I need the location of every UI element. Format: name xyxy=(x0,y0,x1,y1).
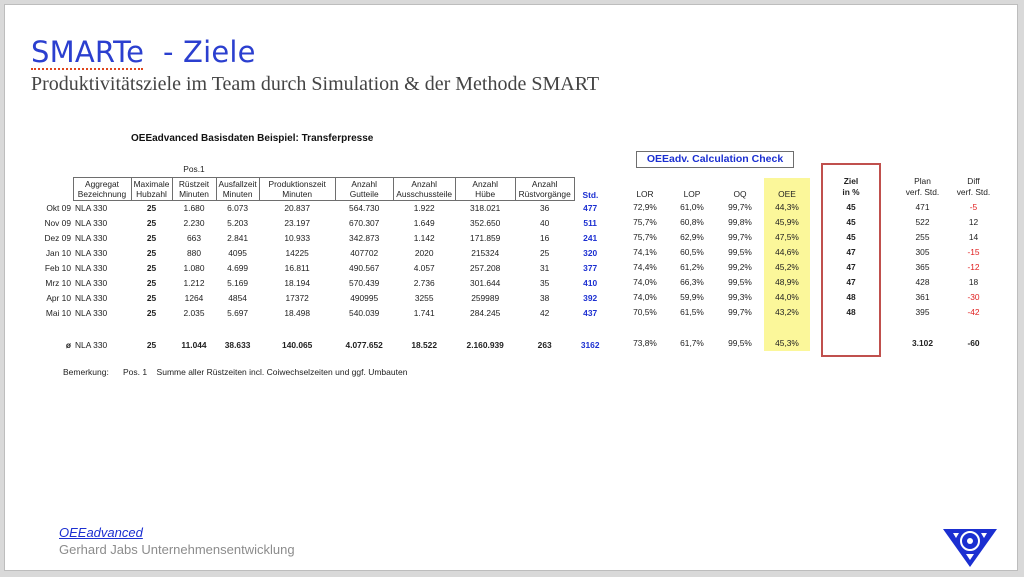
calc-cell: 99,7% xyxy=(728,307,752,317)
ausfall-cell: 4.699 xyxy=(227,263,249,273)
aggregat-cell: NLA 330 xyxy=(75,233,108,243)
hub-cell: 25 xyxy=(146,308,157,318)
table-row xyxy=(41,231,606,246)
plan-value: 305 xyxy=(915,247,930,257)
ausfall-cell: 5.169 xyxy=(227,278,249,288)
plan-total: 3.102 xyxy=(912,338,933,348)
calc-cell: 75,7% xyxy=(633,217,657,227)
ausfall-cell: 5.203 xyxy=(227,218,249,228)
column-header xyxy=(335,178,393,201)
rv-cell: 36 xyxy=(540,203,550,213)
table-row xyxy=(41,201,606,217)
spacer-row xyxy=(897,320,999,336)
plan-row xyxy=(897,260,999,275)
rv-cell: 38 xyxy=(540,293,550,303)
plan-header-line-2: verf. Std. xyxy=(956,187,991,197)
calc-cell: 73,8% xyxy=(633,338,657,348)
average-row xyxy=(41,337,606,354)
plan-header xyxy=(948,174,999,200)
plan-value: 428 xyxy=(915,277,930,287)
ziel-header-line-1: Ziel xyxy=(843,176,859,186)
rv-cell: 263 xyxy=(537,340,552,350)
calc-header: LOR xyxy=(636,189,654,199)
calc-row xyxy=(622,245,810,260)
plan-header-line-2: verf. Std. xyxy=(905,187,940,197)
ausfall-cell: 4854 xyxy=(228,293,247,303)
month-cell: Jan 10 xyxy=(45,248,71,258)
hub-cell: 25 xyxy=(146,278,157,288)
gut-cell: 570.439 xyxy=(349,278,380,288)
table-body xyxy=(41,201,606,355)
aggregat-cell: NLA 330 xyxy=(75,308,108,318)
footer-brand-link[interactable]: OEEadvanced xyxy=(59,525,143,540)
ruest-cell: 1.212 xyxy=(183,278,205,288)
ziel-value: 45 xyxy=(846,232,856,242)
calc-cell: 99,8% xyxy=(728,217,752,227)
month-cell: Okt 09 xyxy=(46,202,71,213)
ziel-value: 45 xyxy=(846,217,856,227)
rv-cell: 35 xyxy=(540,278,550,288)
plan-value: 361 xyxy=(915,292,930,302)
diff-value: -30 xyxy=(967,292,980,302)
calc-cell: 99,2% xyxy=(728,262,752,272)
month-cell: Mrz 10 xyxy=(45,278,71,288)
calc-cell: 44,3% xyxy=(764,200,810,215)
calc-row xyxy=(622,275,810,290)
header-line-1: Aggregat xyxy=(85,179,119,189)
calc-cell: 61,5% xyxy=(680,307,704,317)
plan-value: 255 xyxy=(915,232,930,242)
header-line-2: Minuten xyxy=(222,189,253,199)
ruest-cell: 11.044 xyxy=(181,340,207,350)
calc-row xyxy=(622,215,810,230)
calc-header: LOP xyxy=(683,189,701,199)
header-line-2: Bezeichnung xyxy=(77,189,127,199)
month-cell: Mai 10 xyxy=(45,308,71,318)
gut-cell: 342.873 xyxy=(349,233,380,243)
calc-row xyxy=(622,305,810,320)
table-row xyxy=(41,261,606,276)
diff-value: -5 xyxy=(969,202,978,212)
calc-cell: 62,9% xyxy=(680,232,704,242)
slide-title: SMARTe - Ziele xyxy=(31,35,256,69)
calc-header: OEE xyxy=(764,178,810,200)
std-cell: 410 xyxy=(583,278,598,288)
diff-value: 12 xyxy=(968,217,979,227)
aggregat-cell: NLA 330 xyxy=(75,263,108,273)
header-line-1: Maximale xyxy=(133,179,170,189)
column-header xyxy=(515,178,574,201)
aus-cell: 4.057 xyxy=(413,263,435,273)
ruest-cell: 1264 xyxy=(184,293,204,303)
std-cell: 392 xyxy=(583,293,598,303)
aggregat-cell: NLA 330 xyxy=(75,248,108,258)
calc-row xyxy=(622,290,810,305)
calc-cell: 99,5% xyxy=(728,247,752,257)
ausfall-cell: 2.841 xyxy=(227,233,249,243)
calc-cell: 44,0% xyxy=(764,290,810,305)
aggregat-cell: NLA 330 xyxy=(75,218,108,228)
rv-cell: 16 xyxy=(540,233,550,243)
aus-cell: 1.649 xyxy=(413,218,435,228)
calc-cell: 99,7% xyxy=(728,202,752,212)
calc-check-table xyxy=(622,178,810,351)
calc-cell: 44,6% xyxy=(764,245,810,260)
std-cell: 241 xyxy=(583,233,598,243)
calc-cell: 75,7% xyxy=(633,232,657,242)
month-cell: Nov 09 xyxy=(44,218,71,228)
aus-cell: 2020 xyxy=(414,248,434,258)
header-row xyxy=(41,178,606,201)
plan-value: 522 xyxy=(915,217,930,227)
hub-cell: 25 xyxy=(146,203,157,213)
diff-value: 18 xyxy=(968,277,979,287)
std-cell: 320 xyxy=(583,248,598,258)
table-row xyxy=(41,306,606,321)
ruest-cell: 2.230 xyxy=(183,218,205,228)
diff-value: -15 xyxy=(967,247,980,257)
hub-cell: 25 xyxy=(146,233,157,243)
aus-cell: 3255 xyxy=(414,293,434,303)
huebe-cell: 284.245 xyxy=(470,308,501,318)
table-row xyxy=(41,276,606,291)
std-cell: 511 xyxy=(583,218,597,228)
aggregat-cell: NLA 330 xyxy=(75,340,108,350)
header-line-1: Anzahl xyxy=(472,179,498,189)
table-row xyxy=(41,246,606,261)
aggregat-cell: NLA 330 xyxy=(75,278,108,288)
column-header xyxy=(393,178,455,201)
month-cell: Dez 09 xyxy=(44,233,71,243)
calc-cell: 61,0% xyxy=(680,202,704,212)
ausfall-cell: 4095 xyxy=(228,248,247,258)
diff-total: -60 xyxy=(967,338,980,348)
footer-company-name: Gerhard Jabs Unternehmensentwicklung xyxy=(59,542,295,557)
calc-cell: 66,3% xyxy=(680,277,704,287)
month-cell: ø xyxy=(65,340,71,350)
plan-value: 395 xyxy=(915,307,930,317)
ausfall-cell: 6.073 xyxy=(227,203,249,213)
month-cell: Feb 10 xyxy=(44,263,71,273)
ziel-highlight-frame xyxy=(821,163,881,357)
calc-cell: 45,3% xyxy=(764,336,810,351)
header-line-1: Rüstzeit xyxy=(178,179,210,189)
hub-cell: 25 xyxy=(146,340,157,350)
std-cell: 377 xyxy=(583,263,598,273)
calc-cell: 60,8% xyxy=(680,217,704,227)
huebe-cell: 257.208 xyxy=(470,263,501,273)
calc-cell: 99,5% xyxy=(728,338,752,348)
column-header xyxy=(259,178,335,201)
prod-cell: 140.065 xyxy=(282,340,313,350)
huebe-cell: 318.021 xyxy=(470,203,501,213)
aus-cell: 1.741 xyxy=(413,308,435,318)
std-cell: 437 xyxy=(583,308,598,318)
gut-cell: 407702 xyxy=(350,248,379,258)
rv-cell: 25 xyxy=(540,248,550,258)
header-line-1: Ausfallzeit xyxy=(218,179,257,189)
table-row xyxy=(41,291,606,306)
calc-cell: 74,4% xyxy=(633,262,657,272)
plan-row xyxy=(897,245,999,260)
calc-cell: 45,2% xyxy=(764,260,810,275)
plan-value: 471 xyxy=(915,202,930,212)
prod-cell: 18.498 xyxy=(284,308,310,318)
slide xyxy=(4,4,1018,571)
calc-cell: 99,7% xyxy=(728,232,752,242)
ziel-value: 48 xyxy=(846,292,856,302)
ausfall-cell: 5.697 xyxy=(227,308,249,318)
gut-cell: 540.039 xyxy=(349,308,380,318)
slide-subtitle: Produktivitätsziele im Team durch Simulation & der Methode SMART xyxy=(31,73,600,95)
calc-cell: 48,9% xyxy=(764,275,810,290)
header-line-2: Rüstvorgänge xyxy=(518,189,571,199)
column-header xyxy=(73,178,131,201)
gut-cell: 564.730 xyxy=(349,203,380,213)
column-header xyxy=(172,178,216,201)
gut-cell: 670.307 xyxy=(349,218,380,228)
aggregat-cell: NLA 330 xyxy=(75,203,108,213)
calc-check-title: OEEadv. Calculation Check xyxy=(636,151,794,168)
column-header xyxy=(216,178,259,201)
plan-diff-table xyxy=(897,174,999,351)
spacer-row xyxy=(622,320,810,336)
pos-row xyxy=(41,162,606,178)
calc-body xyxy=(622,178,810,351)
gut-cell: 490.567 xyxy=(349,263,380,273)
prod-cell: 10.933 xyxy=(284,233,310,243)
prod-cell: 23.197 xyxy=(284,218,310,228)
company-logo-icon xyxy=(939,525,1001,569)
plan-header-line-1: Diff xyxy=(967,176,980,186)
table-caption: OEEadvanced Basisdaten Beispiel: Transferpresse xyxy=(131,133,374,144)
hub-cell: 25 xyxy=(146,293,157,303)
ziel-value: 47 xyxy=(846,247,856,257)
plan-row xyxy=(897,215,999,230)
calc-cell: 99,5% xyxy=(728,277,752,287)
calc-cell: 59,9% xyxy=(680,292,704,302)
header-line-2: Hübe xyxy=(475,189,496,199)
calc-cell: 99,3% xyxy=(728,292,752,302)
plan-row xyxy=(897,290,999,305)
hub-cell: 25 xyxy=(146,218,157,228)
hub-cell: 25 xyxy=(146,263,157,273)
plan-row xyxy=(897,230,999,245)
ausfall-cell: 38.633 xyxy=(224,340,251,350)
plan-value: 365 xyxy=(915,262,930,272)
std-cell: 3162 xyxy=(580,340,600,350)
calc-cell: 61,2% xyxy=(680,262,704,272)
rv-cell: 42 xyxy=(540,308,550,318)
calc-row xyxy=(622,230,810,245)
gut-cell: 4.077.652 xyxy=(345,340,383,350)
aus-cell: 1.142 xyxy=(413,233,435,243)
diff-value: -12 xyxy=(967,262,980,272)
huebe-cell: 301.644 xyxy=(470,278,501,288)
calc-header-row xyxy=(622,178,810,200)
spellcheck-underline xyxy=(31,68,143,70)
plan-header xyxy=(897,174,948,200)
ruest-cell: 1.080 xyxy=(183,263,205,273)
month-cell: Apr 10 xyxy=(46,293,71,303)
ruest-cell: 663 xyxy=(187,233,201,243)
ziel-value: 47 xyxy=(846,262,856,272)
ziel-value: 47 xyxy=(846,277,856,287)
header-line-2: Ausschussteile xyxy=(396,189,453,199)
header-line-1: Anzahl xyxy=(531,179,558,189)
calc-cell: 74,0% xyxy=(633,277,657,287)
spacer-row xyxy=(41,321,606,337)
plan-row xyxy=(897,305,999,320)
column-header xyxy=(131,178,172,201)
basisdaten-table xyxy=(41,162,606,354)
gut-cell: 490995 xyxy=(350,293,379,303)
huebe-cell: 171.859 xyxy=(470,233,501,243)
prod-cell: 14225 xyxy=(285,248,309,258)
calc-cell: 74,0% xyxy=(633,292,657,302)
rv-cell: 31 xyxy=(540,263,550,273)
calc-row xyxy=(622,200,810,215)
header-line-2: Hubzahl xyxy=(136,189,167,199)
header-line-2: Gutteile xyxy=(349,189,379,199)
header-line-1: Anzahl xyxy=(351,179,377,189)
plan-header-line-1: Plan xyxy=(914,176,931,186)
ruest-cell: 1.680 xyxy=(183,203,205,213)
aus-cell: 1.922 xyxy=(413,203,435,213)
hub-cell: 25 xyxy=(146,248,157,258)
huebe-cell: 2.160.939 xyxy=(466,340,504,350)
prod-cell: 16.811 xyxy=(284,263,310,273)
column-header xyxy=(455,178,515,201)
diff-value: -42 xyxy=(967,307,980,317)
plan-row xyxy=(897,275,999,290)
calc-cell: 61,7% xyxy=(680,338,704,348)
plan-body xyxy=(897,174,999,351)
ziel-value: 48 xyxy=(846,307,856,317)
calc-cell: 70,5% xyxy=(633,307,657,317)
plan-average-row xyxy=(897,336,999,351)
plan-row xyxy=(897,200,999,215)
calc-cell: 60,5% xyxy=(680,247,704,257)
rv-cell: 40 xyxy=(540,218,550,228)
std-cell: 477 xyxy=(583,202,598,213)
table-row xyxy=(41,216,606,231)
header-line-2: Minuten xyxy=(179,189,209,199)
calc-cell: 43,2% xyxy=(764,305,810,320)
aus-cell: 2.736 xyxy=(413,278,435,288)
prod-cell: 18.194 xyxy=(284,278,310,288)
remark-note: Bemerkung: Pos. 1 Summe aller Rüstzeiten incl. Coiwechselzeiten und ggf. Umbauten xyxy=(63,367,408,377)
header-line-1: Produktionszeit xyxy=(268,179,326,189)
aus-cell: 18.522 xyxy=(411,340,437,350)
std-header: Std. xyxy=(582,189,599,200)
calc-average-row xyxy=(622,336,810,351)
huebe-cell: 352.650 xyxy=(470,218,501,228)
ziel-value: 45 xyxy=(846,202,856,212)
calc-cell: 74,1% xyxy=(633,247,657,257)
huebe-cell: 259989 xyxy=(471,293,500,303)
prod-cell: 20.837 xyxy=(284,203,310,213)
calc-header: OQ xyxy=(733,189,747,199)
calc-cell: 72,9% xyxy=(633,202,657,212)
calc-cell: 47,5% xyxy=(764,230,810,245)
ruest-cell: 880 xyxy=(187,248,201,258)
pos-label: Pos.1 xyxy=(183,164,205,174)
aggregat-cell: NLA 330 xyxy=(75,293,108,303)
ruest-cell: 2.035 xyxy=(183,308,205,318)
diff-value: 14 xyxy=(968,232,979,242)
plan-header-row xyxy=(897,174,999,200)
calc-row xyxy=(622,260,810,275)
prod-cell: 17372 xyxy=(285,293,309,303)
huebe-cell: 215324 xyxy=(471,248,500,258)
header-line-2: Minuten xyxy=(282,189,313,199)
calc-cell: 45,9% xyxy=(764,215,810,230)
ziel-header-line-2: in % xyxy=(842,187,860,197)
header-line-1: Anzahl xyxy=(411,179,437,189)
